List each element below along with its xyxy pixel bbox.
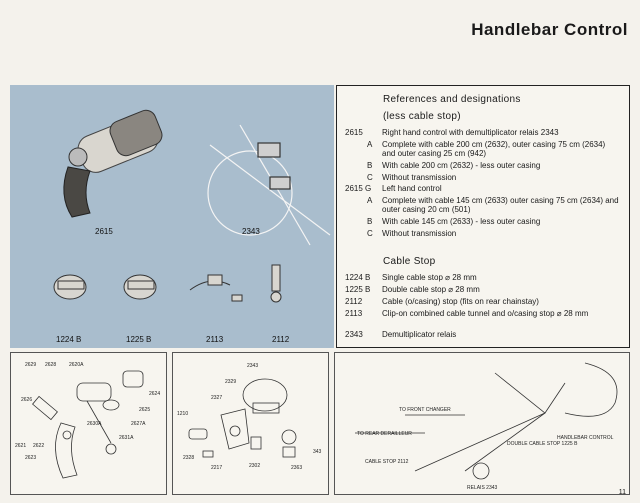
part-label: 2624 [149, 391, 161, 397]
routing-label: CABLE STOP 2112 [365, 459, 409, 465]
exploded-relais-diagram [172, 352, 329, 495]
part-label: 343 [313, 449, 322, 455]
routing-label: RELAIS 2343 [467, 485, 498, 491]
part-label: 2620A [69, 362, 84, 368]
part-label: 2302 [249, 463, 261, 469]
routing-label: TO REAR DERAILLEUR [357, 431, 412, 437]
part-label: 2363 [291, 465, 303, 471]
routing-label: HANDLEBAR CONTROL [557, 435, 614, 441]
part-label: 2631A [119, 435, 134, 441]
control-lever-illustration [64, 107, 165, 217]
part-label: 2630A [87, 421, 102, 427]
routing-label: DOUBLE CABLE STOP 1225 B [507, 441, 578, 447]
photo-label-2615: 2615 [95, 227, 113, 236]
references-subheading: (less cable stop) [383, 111, 461, 122]
routing-label: TO FRONT CHANGER [399, 407, 451, 413]
photo-label-1225b: 1225 B [126, 335, 152, 344]
part-label: 2626 [21, 397, 33, 403]
part-label: 2329 [225, 379, 237, 385]
part-label: 2629 [25, 362, 37, 368]
part-label: 2328 [183, 455, 195, 461]
part-label: 2627A [131, 421, 146, 427]
photo-label-2112: 2112 [272, 335, 290, 344]
part-label: 2623 [25, 455, 37, 461]
part-label: 2628 [45, 362, 57, 368]
references-heading: References and designations [383, 94, 521, 105]
product-illustrations [10, 85, 334, 348]
references-box: References and designations (less cable stop) 2615 Right hand control with demultiplicator relais 2343 A Complete with cable 200 cm (2632), outer casing 75 cm (2634) and outer casing 25 cm (942) B With cable 200 cm (2632) - less outer casing C Without transmission 2615 G Left hand control A Complete with cable 145 cm (2633) outer casing 75 cm (2634) and outer casing 20 cm (501) B With cable 145 cm (2633) - less outer casing C Without transmission Cable Stop 1224 B Single cable stop ⌀ 28 mm 1225 B Double cable stop ⌀ 28 mm 2112 Cable (o/casing) stop (fits on rear chainstay) 2113 Clip-on combined cable tunnel and o/casing stop ⌀ 28 mm 2343 Demultiplicator relais [336, 85, 630, 348]
part-label: 2621 [15, 443, 27, 449]
photo-label-1224b: 1224 B [56, 335, 82, 344]
exploded-control-drawing [11, 353, 168, 496]
cable-stop-parts [54, 265, 281, 302]
part-label: 2217 [211, 465, 223, 471]
part-label: 1210 [177, 411, 189, 417]
part-label: 2625 [139, 407, 151, 413]
cable-routing-diagram [334, 352, 630, 495]
page-number: 11 [618, 489, 626, 496]
relais-frame-sketch [208, 125, 330, 245]
exploded-relais-drawing [173, 353, 330, 496]
part-label: 2327 [211, 395, 223, 401]
part-label: 2622 [33, 443, 45, 449]
cable-routing-drawing [335, 353, 631, 496]
photo-label-2343: 2343 [242, 227, 260, 236]
exploded-control-diagram [10, 352, 167, 495]
page-title: Handlebar Control [471, 20, 628, 39]
photo-label-2113: 2113 [206, 335, 224, 344]
part-label: 2343 [247, 363, 259, 369]
product-photo-panel [10, 85, 334, 348]
cable-stop-heading: Cable Stop [383, 256, 436, 267]
